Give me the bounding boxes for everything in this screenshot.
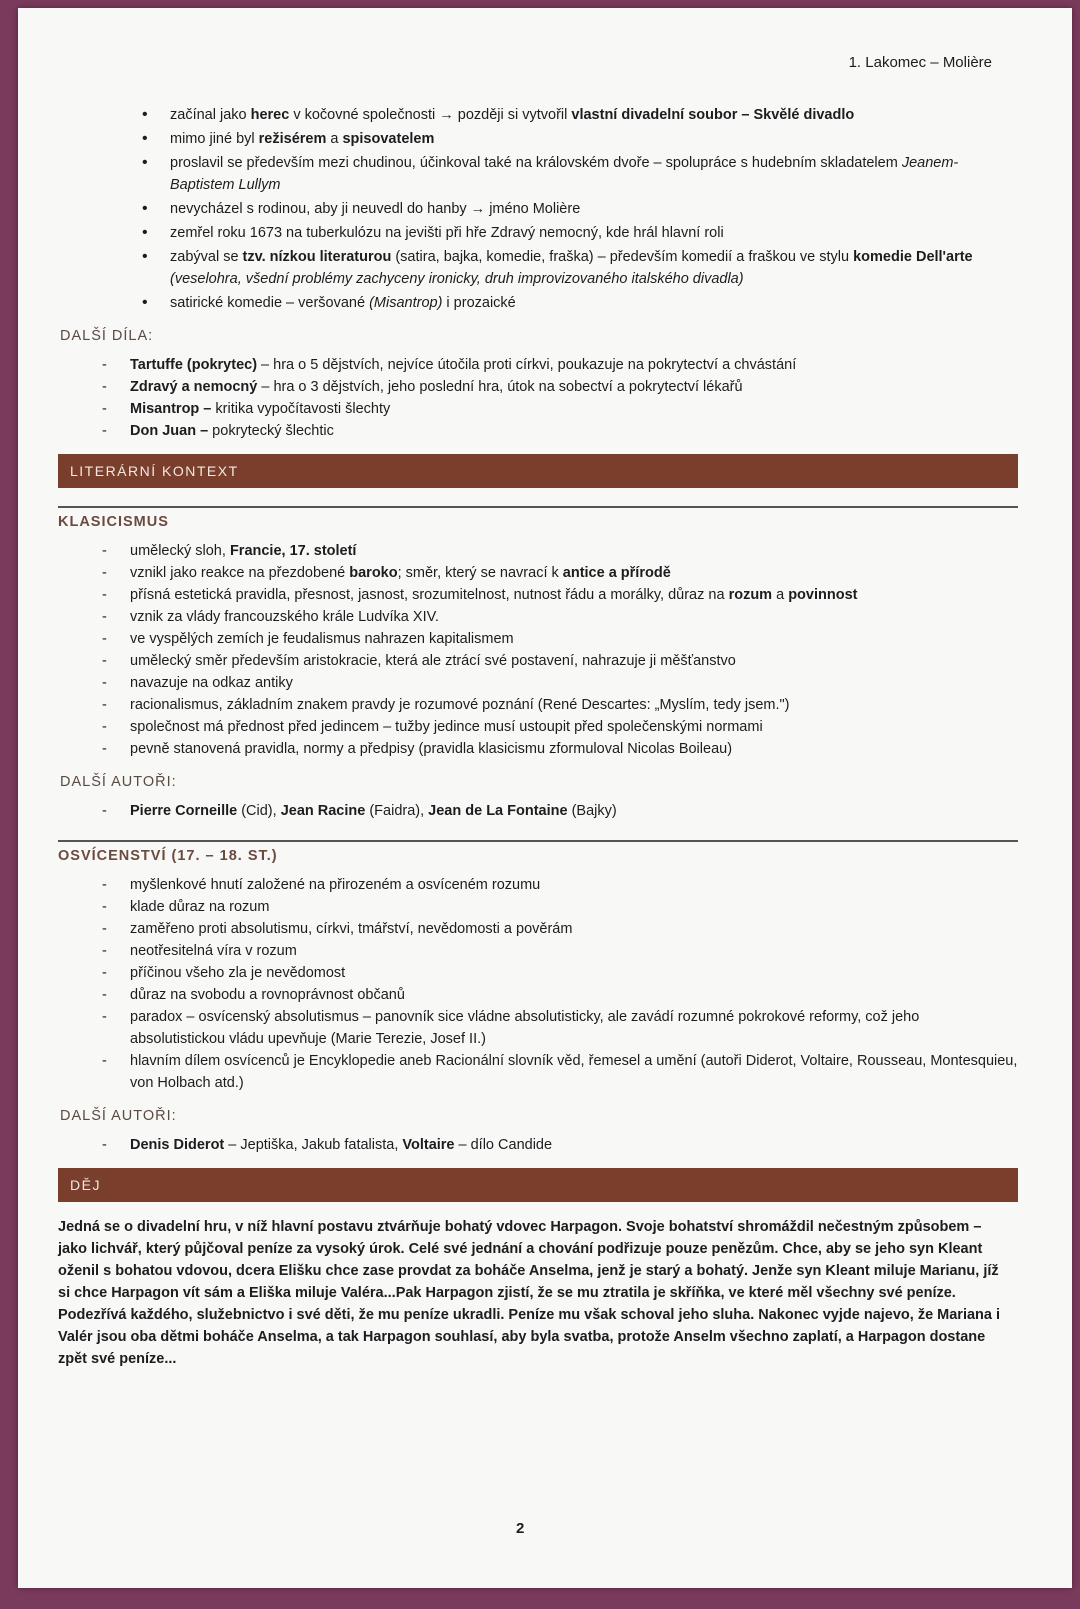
list-item: - zaměřeno proti absolutismu, církvi, tmářství, nevědomosti a pověrám [130, 918, 1018, 940]
literary-context-bar: LITERÁRNÍ KONTEXT [58, 454, 1018, 488]
classicism-list [58, 540, 1018, 760]
classicism-authors-heading: DALŠÍ AUTOŘI: [60, 774, 177, 790]
enlightenment-heading: OSVÍCENSTVÍ (17. – 18. ST.) [58, 840, 1018, 864]
enlightenment-list [58, 874, 1018, 1094]
page-header: 1. Lakomec – Molière [848, 54, 992, 71]
page-content [58, 104, 1018, 1370]
list-item: - ve vyspělých zemích je feudalismus nahrazen kapitalismem [130, 628, 1018, 650]
list-item: - hlavním dílem osvícenců je Encyklopedie aneb Racionální slovník věd, řemesel a umění (autoři Diderot, Voltaire, Rousseau, Montesquieu, von Holbach atd.) [130, 1050, 1018, 1094]
list-item: - Misantrop – kritika vypočítavosti šlechty [130, 398, 1018, 420]
list-item: - Zdravý a nemocný – hra o 3 dějstvích, jeho poslední hra, útok na sobectví a pokrytectví lékařů [130, 376, 1018, 398]
works-list [58, 354, 1018, 442]
list-item: - klade důraz na rozum [130, 896, 1018, 918]
list-item: - důraz na svobodu a rovnoprávnost občanů [130, 984, 1018, 1006]
page-number: 2 [516, 1520, 525, 1537]
list-item: • satirické komedie – veršované (Misantrop) i prozaické [170, 292, 1018, 314]
list-item: • zabýval se tzv. nízkou literaturou (satira, bajka, komedie, fraška) – především komedií a fraškou ve stylu komedie Dell'arte (veselohra, všední problémy zachyceny ironicky, druh improvizovaného italského divadla) [170, 246, 1018, 290]
list-item: - neotřesitelná víra v rozum [130, 940, 1018, 962]
list-item: - přísná estetická pravidla, přesnost, jasnost, srozumitelnost, nutnost řádu a morálky, důraz na rozum a povinnost [130, 584, 1018, 606]
document-page [18, 8, 1072, 1588]
list-item: - společnost má přednost před jedincem – tužby jedince musí ustoupit před společenskými normami [130, 716, 1018, 738]
classicism-authors-list [58, 800, 1018, 822]
plot-text: Jedná se o divadelní hru, v níž hlavní postavu ztvárňuje bohatý vdovec Harpagon. Svoje bohatství shromáždil nečestným způsobem – jako lichvář, který půjčoval peníze za vysoký úrok. Celé své jednání a chování podřizuje pouze penězům. Chce, aby se jeho syn Kleant oženil s bohatou vdovou, dcera Elišku chce zase provdat za boháče Anselma, jenž je starý a bohatý. Jenže syn Kleant miluje Marianu, jíž si chce Harpagon vít sám a Eliška miluje Valéra...Pak Harpagon zjistí, že se mu ztratila je skříňka, ve které měl všechny své peníze. Podezřívá každého, služebnictvo i své děti, že mu peníze ukradli. Peníze mu však schoval jeho sluha. Nakonec vyjde najevo, že Mariana i Valér jsou oba dětmi boháče Anselma, a tak Harpagon souhlasí, aby byla svatba, protože Anselm všechno zaplatí, a Harpagon dostane zpět své peníze... [58, 1219, 1001, 1367]
list-item: - myšlenkové hnutí založené na přirozeném a osvíceném rozumu [130, 874, 1018, 896]
list-item: - pevně stanovená pravidla, normy a předpisy (pravidla klasicismu zformuloval Nicolas Boileau) [130, 738, 1018, 760]
plot-bar: DĚJ [58, 1168, 1018, 1202]
list-item: - příčinou všeho zla je nevědomost [130, 962, 1018, 984]
list-item: - umělecký směr především aristokracie, která ale ztrácí své postavení, nahrazuje ji měšťanstvo [130, 650, 1018, 672]
enlightenment-authors-list [58, 1134, 1018, 1156]
list-item: • začínal jako herec v kočovné společnosti → později si vytvořil vlastní divadelní soubor – Skvělé divadlo [170, 104, 1018, 126]
list-item: - vznikl jako reakce na přezdobené baroko; směr, který se navrací k antice a přírodě [130, 562, 1018, 584]
list-item: • proslavil se především mezi chudinou, účinkoval také na královském dvoře – spolupráce s hudebním skladatelem Jeanem-Baptistem Lullym [170, 152, 1018, 196]
biography-list [58, 104, 1018, 314]
list-item: • nevycházel s rodinou, aby ji neuvedl do hanby → jméno Molière [170, 198, 1018, 220]
list-item: - Pierre Corneille (Cid), Jean Racine (Faidra), Jean de La Fontaine (Bajky) [130, 800, 1018, 822]
list-item: - vznik za vlády francouzského krále Ludvíka XIV. [130, 606, 1018, 628]
list-item: - navazuje na odkaz antiky [130, 672, 1018, 694]
list-item: - Don Juan – pokrytecký šlechtic [130, 420, 1018, 442]
classicism-heading: KLASICISMUS [58, 506, 1018, 530]
list-item: - Tartuffe (pokrytec) – hra o 5 dějstvích, nejvíce útočila proti církvi, poukazuje na pokrytectví a chvástání [130, 354, 1018, 376]
enlightenment-authors-heading: DALŠÍ AUTOŘI: [60, 1108, 177, 1124]
list-item: - umělecký sloh, Francie, 17. století [130, 540, 1018, 562]
list-item: - paradox – osvícenský absolutismus – panovník sice vládne absolutisticky, ale zavádí rozumné pokrokové reformy, což jeho absolutistickou vládu upevňuje (Marie Terezie, Josef II.) [130, 1006, 1018, 1050]
list-item: - Denis Diderot – Jeptiška, Jakub fatalista, Voltaire – dílo Candide [130, 1134, 1018, 1156]
list-item: • mimo jiné byl režisérem a spisovatelem [170, 128, 1018, 150]
list-item: - racionalismus, základním znakem pravdy je rozumové poznání (René Descartes: „Myslím, tedy jsem.") [130, 694, 1018, 716]
list-item: • zemřel roku 1673 na tuberkulózu na jevišti při hře Zdravý nemocný, kde hrál hlavní roli [170, 222, 1018, 244]
works-heading: DALŠÍ DÍLA: [60, 328, 154, 344]
